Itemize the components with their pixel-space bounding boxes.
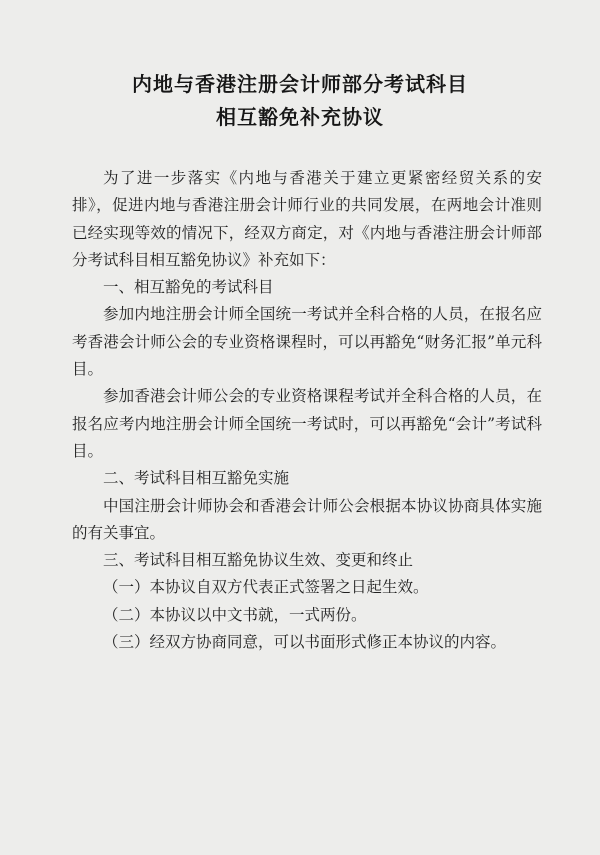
section-1-paragraph-1: 参加内地注册会计师全国统一考试并全科合格的人员，在报名应考香港会计师公会的专业资格课程时，可以再豁免“财务汇报”单元科目。 [72, 305, 542, 379]
document-body [72, 165, 542, 656]
section-3-item-1: （一）本协议自双方代表正式签署之日起生效。 [103, 578, 429, 597]
section-2-paragraph: 中国注册会计师协会和香港会计师公会根据本协议协商具体实施的有关事宜。 [72, 496, 542, 542]
section-heading-3: 三、考试科目相互豁免协议生效、变更和终止 [103, 551, 414, 570]
section-heading-1: 一、相互豁免的考试科目 [103, 278, 274, 297]
section-1-paragraph-2: 参加香港会计师公会的专业资格课程考试并全科合格的人员，在报名应考内地注册会计师全国统一考试时，可以再豁免“会计”考试科目。 [72, 387, 542, 460]
section-3-item-2: （二）本协议以中文书就，一式两份。 [103, 605, 367, 624]
section-3-item-3: （三）经双方协商同意，可以书面形式修正本协议的内容。 [103, 633, 507, 652]
title-line-1: 内地与香港注册会计师部分考试科目 [132, 72, 468, 96]
document-title [0, 68, 600, 134]
section-heading-2: 二、考试科目相互豁免实施 [103, 469, 290, 488]
title-line-2: 相互豁免补充协议 [216, 105, 384, 129]
intro-paragraph: 为了进一步落实《内地与香港关于建立更紧密经贸关系的安排》，促进内地与香港注册会计师行业的共同发展，在两地会计准则已经实现等效的情况下，经双方商定，对《内地与香港注册会计师部分考试科目相互豁免协议》补充如下： [72, 169, 542, 269]
